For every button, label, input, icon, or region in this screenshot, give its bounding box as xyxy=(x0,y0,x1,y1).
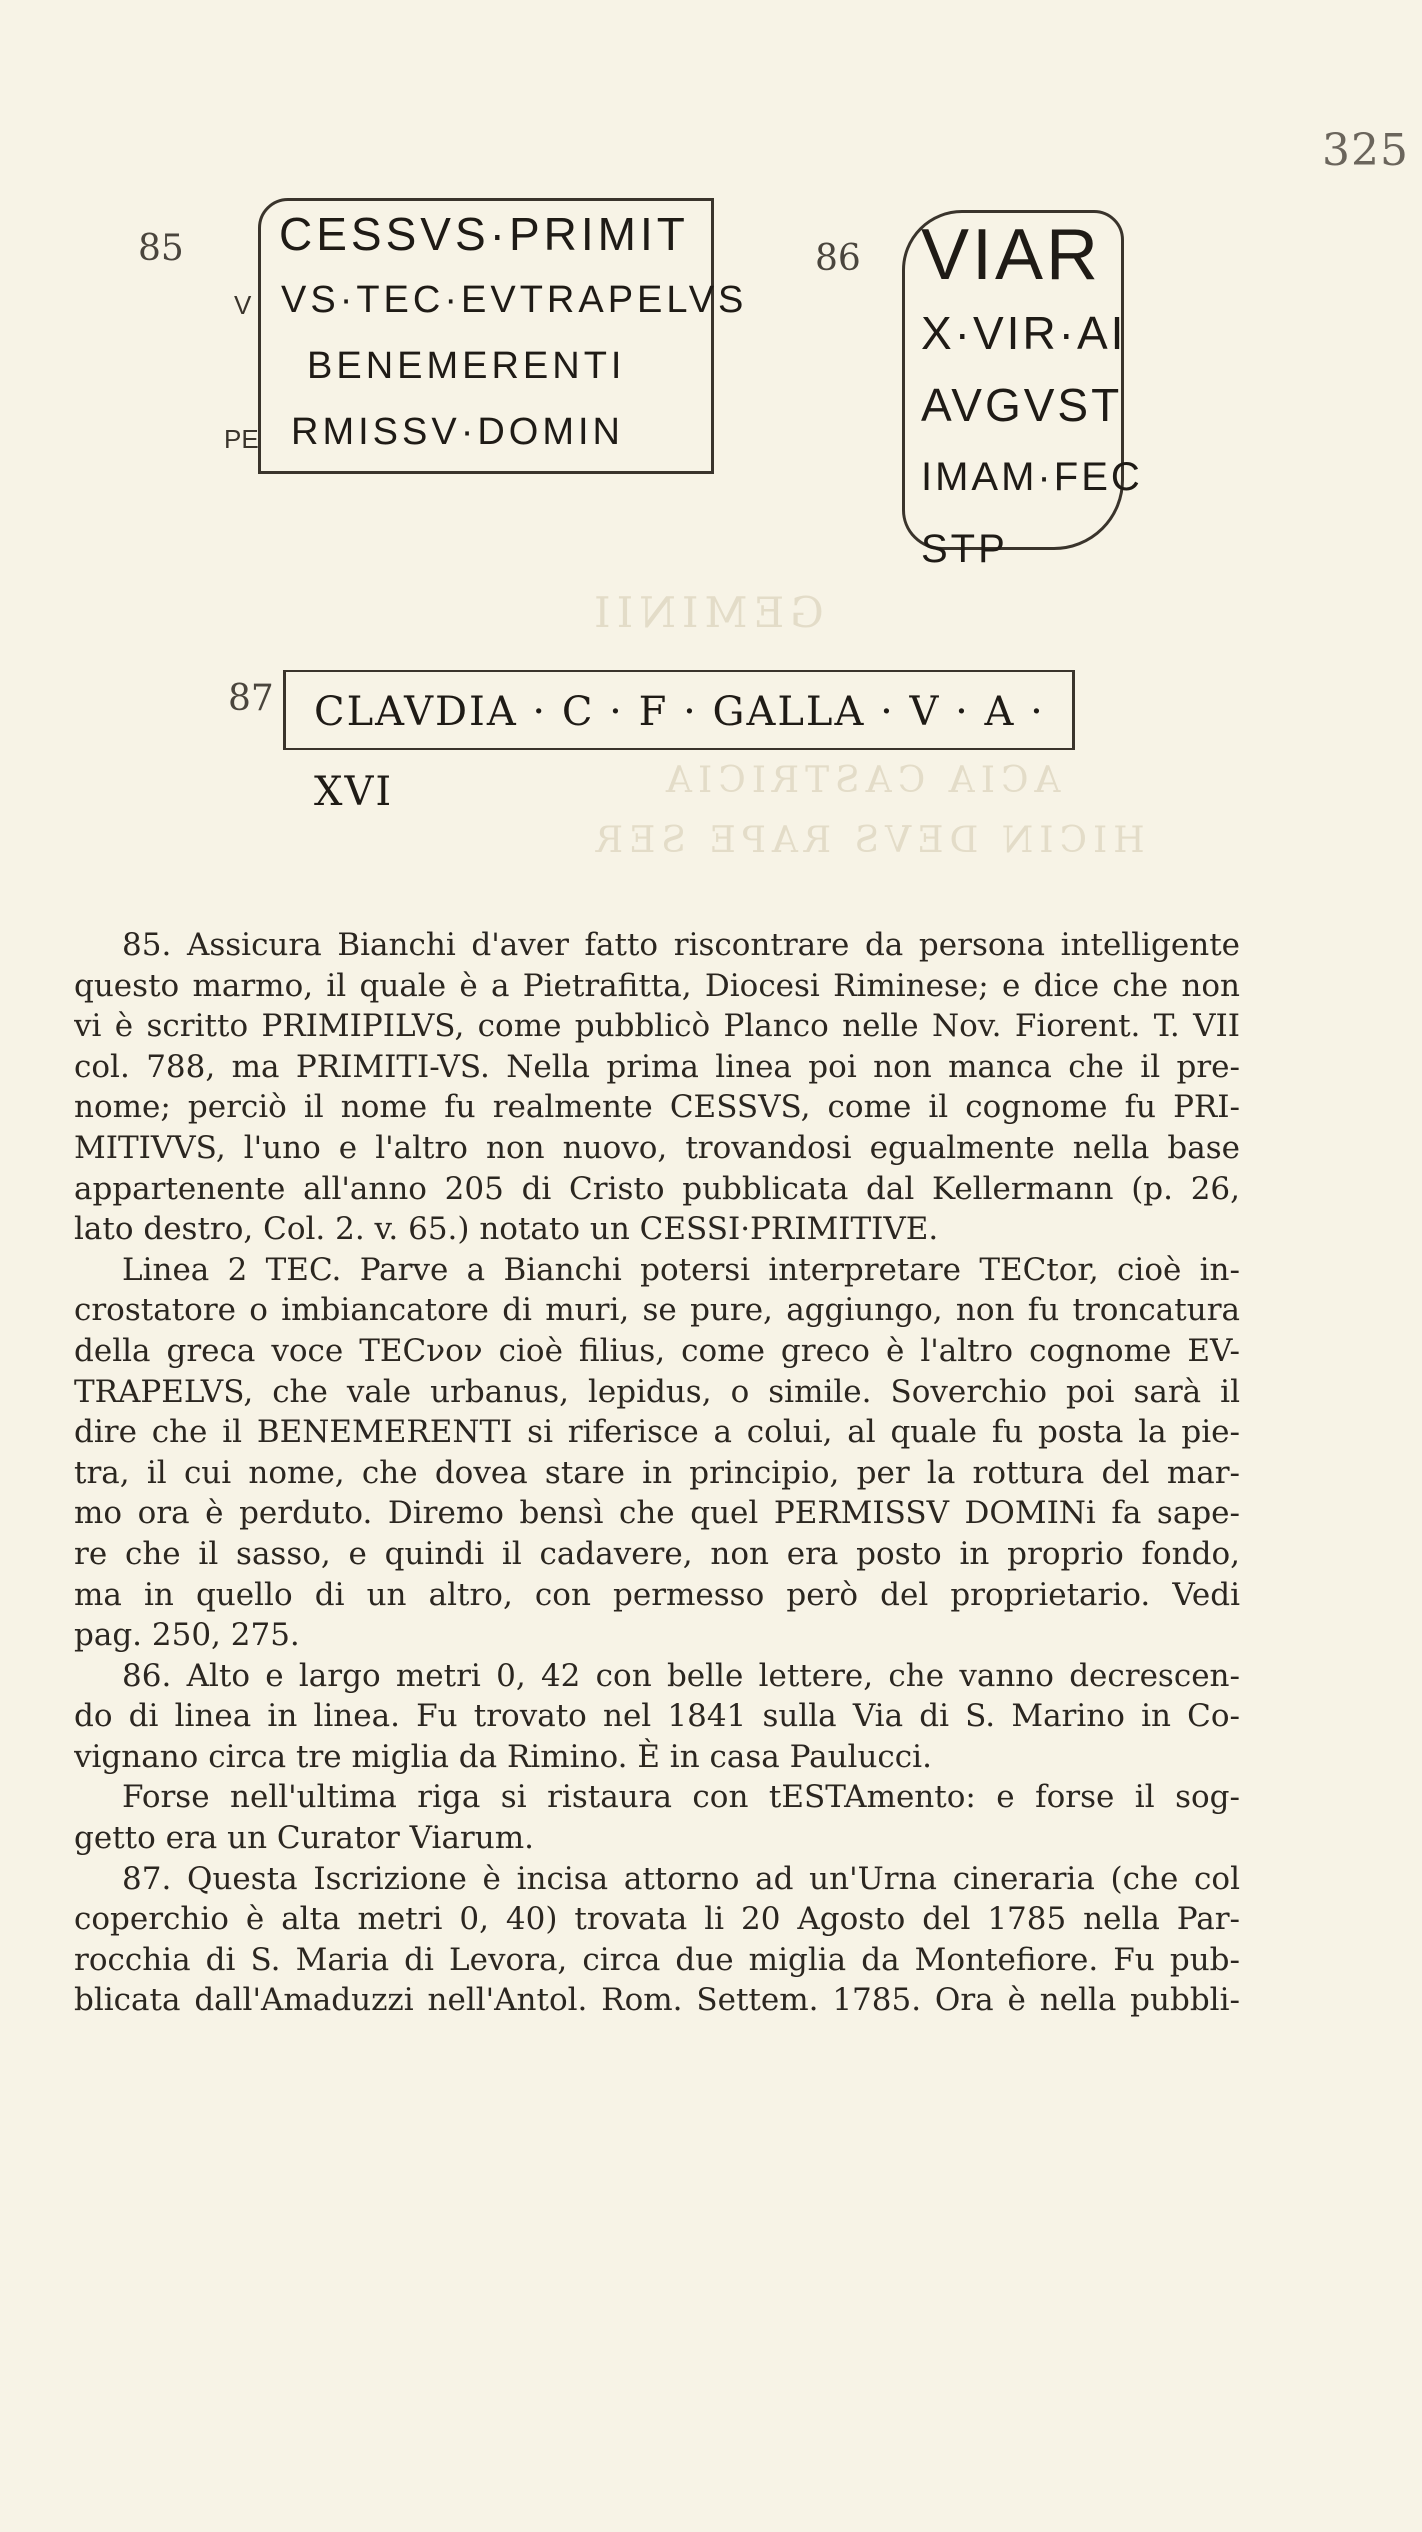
commentary-line: 87. Questa Iscrizione è incisa attorno ad un'Urna cineraria (che col xyxy=(122,1860,1240,1897)
inscription-85-number: 85 xyxy=(138,228,184,269)
commentary-line: tra, il cui nome, che dovea stare in principio, per la rottura del mar- xyxy=(74,1454,1240,1491)
commentary-line: mo ora è perduto. Diremo bensì che quel PERMISSV DOMINi fa sape- xyxy=(74,1495,1240,1532)
inscription-86-line-5: STP xyxy=(921,527,1008,571)
commentary-line: col. 788, ma PRIMITI-VS. Nella prima linea poi non manca che il pre- xyxy=(74,1048,1240,1085)
commentary-line: lato destro, Col. 2. v. 65.) notato un CESSI·PRIMITIVE. xyxy=(74,1211,939,1248)
inscription-86-line-4: IMAM·FEC xyxy=(921,455,1143,499)
inscription-86-line-2: X·VIR·AI xyxy=(921,307,1127,359)
commentary-line: appartenente all'anno 205 di Cristo pubblicata dal Kellermann (p. 26, xyxy=(74,1170,1240,1207)
commentary-line: crostatore o imbiancatore di muri, se pure, aggiungo, non fu troncatura xyxy=(74,1292,1240,1329)
inscription-85-line-1: CESSVS·PRIMIT xyxy=(279,208,689,260)
commentary-line: coperchio è alta metri 0, 40) trovata li 20 Agosto del 1785 nella Par- xyxy=(74,1901,1240,1938)
commentary-line: do di linea in linea. Fu trovato nel 1841 sulla Via di S. Marino in Co- xyxy=(74,1698,1240,1735)
commentary-line: MITIVVS, l'uno e l'altro non nuovo, trovandosi egualmente nella base xyxy=(74,1129,1240,1166)
commentary-line: ma in quello di un altro, con permesso però del proprietario. Vedi xyxy=(74,1576,1240,1613)
page-number: 325 xyxy=(1322,125,1409,176)
inscription-87-number: 87 xyxy=(228,678,274,719)
commentary-line: della greca voce TECνον cioè filius, come greco è l'altro cognome EV- xyxy=(74,1332,1240,1369)
inscription-86-line-3: AVGVST xyxy=(921,379,1123,431)
commentary-line: vi è scritto PRIMIPILVS, come pubblicò Planco nelle Nov. Fiorent. T. VII xyxy=(74,1008,1240,1045)
ghost-text-1: GEMINII xyxy=(588,588,824,637)
inscription-85-line-3: BENEMERENTI xyxy=(307,345,626,387)
commentary-line: getto era un Curator Viarum. xyxy=(74,1820,534,1857)
commentary-line: blicata dall'Amaduzzi nell'Antol. Rom. Settem. 1785. Ora è nella pubbli- xyxy=(74,1982,1240,2019)
commentary-line: Forse nell'ultima riga si ristaura con tESTAmento: e forse il sog- xyxy=(122,1779,1240,1816)
inscription-86-box xyxy=(902,210,1143,571)
inscription-85-line-2: VS·TEC·EVTRAPELVS xyxy=(281,279,748,321)
commentary-line: nome; perciò il nome fu realmente CESSVS, come il cognome fu PRI- xyxy=(74,1089,1240,1126)
commentary-line: dire che il BENEMERENTI si riferisce a colui, al quale fu posta la pie- xyxy=(74,1414,1240,1451)
commentary-line: rocchia di S. Maria di Levora, circa due miglia da Montefiore. Fu pub- xyxy=(74,1941,1240,1978)
inscription-86-line-1: VIAR xyxy=(921,215,1102,295)
commentary-line: TRAPELVS, che vale urbanus, lepidus, o simile. Soverchio poi sarà il xyxy=(74,1373,1240,1410)
commentary-line: 86. Alto e largo metri 0, 42 con belle lettere, che vanno decrescen- xyxy=(122,1657,1240,1694)
inscription-85-box xyxy=(258,198,748,474)
commentary-line: vignano circa tre miglia da Rimino. È in casa Paulucci. xyxy=(74,1738,932,1775)
commentary-line: questo marmo, il quale è a Pietrafitta, Diocesi Riminese; e dice che non xyxy=(74,967,1240,1004)
inscription-85-line-4: RMISSV·DOMIN xyxy=(291,411,624,453)
inscription-85-side-mark-2: PE xyxy=(224,424,259,454)
commentary-line: pag. 250, 275. xyxy=(74,1617,300,1654)
commentary-line: Linea 2 TEC. Parve a Bianchi potersi interpretare TECtor, cioè in- xyxy=(122,1251,1240,1288)
ghost-text-3: HICIN DEVS RAPE SER xyxy=(590,820,1145,861)
ghost-text-2: ACIA CASTRICIA xyxy=(660,760,1061,801)
inscription-86-number: 86 xyxy=(815,238,861,279)
inscription-87-box: CLAVDIA · C · F · GALLA · V · A · XVI xyxy=(283,670,1075,750)
inscription-85-side-mark-1: V xyxy=(234,290,252,320)
commentary-line: re che il sasso, e quindi il cadavere, non era posto in proprio fondo, xyxy=(74,1535,1240,1572)
commentary-line: 85. Assicura Bianchi d'aver fatto riscontrare da persona intelligente xyxy=(122,927,1240,963)
commentary-text xyxy=(74,925,1240,2021)
